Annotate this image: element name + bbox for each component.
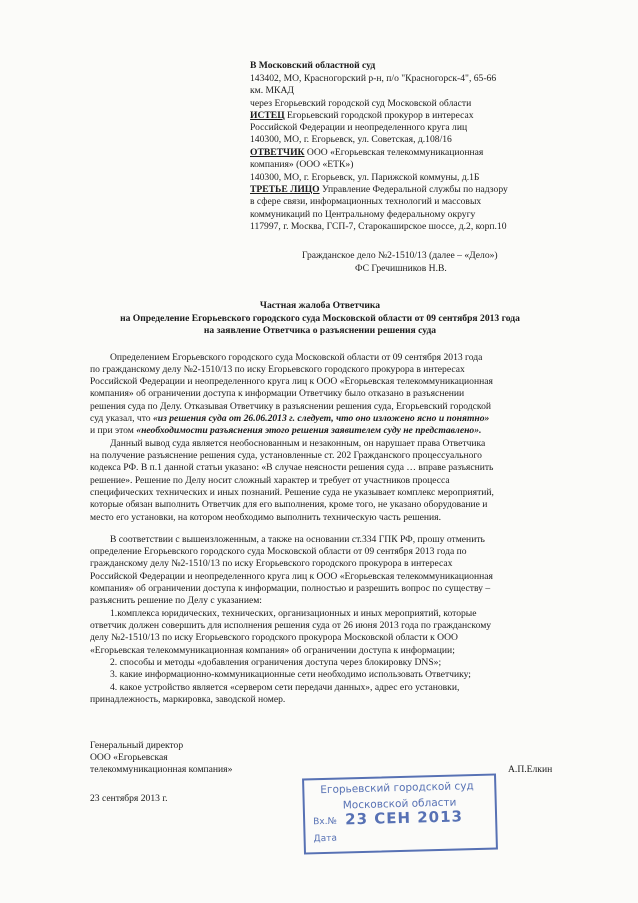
p3-line-1: В соответствии с вышеизложенным, а также на основании ст.334 ГПК РФ, прошу отменить — [110, 534, 485, 545]
third-party-line-1 — [250, 184, 570, 196]
plaintiff-text: Егорьевский городской прокурор в интересах — [284, 110, 474, 121]
plaintiff-line-2: Российской Федерации и неопределенного круга лиц — [250, 122, 468, 133]
stamp-court-name: Егорьевский городской суд — [320, 780, 474, 797]
p1-line-7-quote: «необходимости разъяснения этого решения заявителем суду не представлено». — [136, 425, 482, 436]
p1-line-5: решения суда по Делу. Отказывая Ответчику в разъяснении решения суда, Егорьевский городской — [90, 401, 492, 412]
item-1-line-2: ответчик должен совершить для исполнения решения суда от 26 июня 2013 года по гражданскому — [90, 620, 492, 631]
third-party-text: Управление Федеральной службы по надзору — [319, 184, 508, 195]
p3-line-5: компания» об ограничении доступа к информации, полностью и разрешить вопрос по существу – — [90, 583, 491, 594]
document-subtitle-1: на Определение Егорьевского городского суда Московской области от 09 сентября 2013 года — [120, 313, 520, 324]
p3-line-3: гражданскому делу №2-1510/13 по иску Егорьевского городского прокурора в интересах — [90, 558, 453, 569]
via-court: через Егорьевский городской суд Московской области — [250, 98, 472, 109]
court-address-1: 143402, МО, Красногорский р-н, п/о "Красногорск-4", 65-66 — [250, 73, 497, 84]
p1-line-4: компания» об ограничении доступа к информации Ответчику было отказано в разъяснении — [90, 388, 465, 399]
document-title: Частная жалоба Ответчика — [259, 300, 381, 311]
item-2: 2. способы и методы «добавления ограничения доступа через блокировку DNS»; — [110, 657, 442, 668]
defendant-line-1 — [250, 147, 570, 159]
signer-position-3: телекоммуникационная компания» — [90, 764, 233, 775]
p2-line-3: кодекса РФ. В п.1 данной статьи указано: «В случае неясности решения суда … вправе разъяснить — [90, 462, 494, 473]
item-1-line-3: делу №2-1510/13 по иску Егорьевского городского прокурора Московской области к ООО — [90, 632, 458, 643]
defendant-text: ООО «Егорьевская телекоммуникационная — [304, 147, 484, 158]
third-party-label: ТРЕТЬЕ ЛИЦО — [250, 184, 320, 195]
p1-line-6-quote: «из решения суда от 26.06.2013 г. следует, что оно изложено ясно и понятно» — [152, 413, 490, 424]
p2-line-1: Данный вывод суда является необоснованным и незаконным, он нарушает права Ответчика — [110, 438, 486, 449]
p1-line-7 — [90, 425, 560, 437]
signer-position-2: ООО «Егорьевская — [90, 752, 168, 763]
p3-line-2: определение Егорьевского городского суда Московской области от 09 сентября 2013 года по — [90, 546, 467, 557]
item-3: 3. какие информационно-коммуникационные сети необходимо использовать Ответчику; — [110, 669, 471, 680]
stamp-region: Московской области — [342, 796, 457, 812]
judge-name: ФС Гречишников Н.В. — [355, 263, 447, 274]
p1-line-3: Российской Федерации и неопределенного круга лиц к ООО «Егорьевская телекоммуникационная — [90, 376, 493, 387]
signer-position-1: Генеральный директор — [90, 740, 184, 751]
item-4-line-2: принадлежность, маркировка, заводской номер. — [90, 694, 286, 705]
stamp-date-value: 23 СЕН 2013 — [344, 807, 464, 829]
p2-line-5: специфических технических и иных познаний. Решение суда не указывает комплекс мероприятий, — [90, 487, 494, 498]
p2-line-4: решение». Решение по Делу носит сложный характер и требует от участников процесса — [90, 475, 450, 486]
stamp-in-number-label: Вх.№ — [313, 816, 338, 828]
defendant-line-3: 140300, МО, г. Егорьевск, ул. Парижской коммуны, д.1Б — [250, 172, 480, 183]
item-1-line-1: 1.комплекса юридических, технических, организационных и иных мероприятий, которые — [110, 608, 477, 619]
p2-line-7: место его установки, на котором необходимо выполнить техническую часть решения. — [90, 512, 441, 523]
court-name: В Московский областной суд — [250, 60, 376, 71]
plaintiff-line-3: 140300, МО, г. Егорьевск, ул. Советская, д.108/16 — [250, 134, 452, 145]
item-1-line-4: «Егорьевская телекоммуникационная компания» об ограничении доступа к информации; — [90, 645, 455, 656]
item-4-line-1: 4. какое устройство является «сервером сети передачи данных», адрес его установки, — [110, 682, 460, 693]
p3-line-6: разъяснить решение по Делу с указанием: — [90, 595, 262, 606]
p1-line-6 — [90, 413, 560, 425]
p3-line-4: Российской Федерации и неопределенного круга лиц к ООО «Егорьевская телекоммуникационная — [90, 571, 493, 582]
defendant-line-2: компания» (ООО «ЕТК») — [250, 159, 354, 170]
p2-line-6: которые обязан выполнить Ответчик для его выполнения, кроме того, не указано оборудование и — [90, 499, 488, 510]
case-number: Гражданское дело №2-1510/13 (далее – «Дело») — [302, 250, 498, 261]
p2-line-2: на получение разъяснение решения суда, установленные ст. 202 Гражданского процессуального — [90, 450, 482, 461]
plaintiff-line-1 — [250, 110, 570, 122]
p1-line-2: по гражданскому делу №2-1510/13 по иску Егорьевского городского прокурора в интересах — [90, 364, 465, 375]
signature-date: 23 сентября 2013 г. — [90, 793, 168, 804]
plaintiff-label: ИСТЕЦ — [250, 110, 285, 121]
third-party-line-4: 117997, г. Москва, ГСП-7, Старокаширское шоссе, д.2, корп.10 — [250, 221, 507, 232]
p1-line-1: Определением Егорьевского городского суда Московской области от 09 сентября 2013 года — [110, 352, 483, 363]
document-subtitle-2: на заявление Ответчика о разъяснении решения суда — [203, 325, 437, 336]
third-party-line-2: в сфере связи, информационных технологий и массовых — [250, 196, 482, 207]
signer-name: А.П.Елкин — [508, 764, 553, 775]
court-received-stamp — [302, 773, 498, 854]
p1-line-6-text: суд указал, что — [90, 413, 153, 424]
court-address-2: км. МКАД — [250, 85, 294, 96]
stamp-date-label: Дата — [313, 833, 338, 845]
p1-line-7-text: и при этом — [90, 425, 137, 436]
defendant-label: ОТВЕТЧИК — [250, 147, 305, 158]
third-party-line-3: коммуникаций по Центральному федеральному округу — [250, 209, 476, 220]
